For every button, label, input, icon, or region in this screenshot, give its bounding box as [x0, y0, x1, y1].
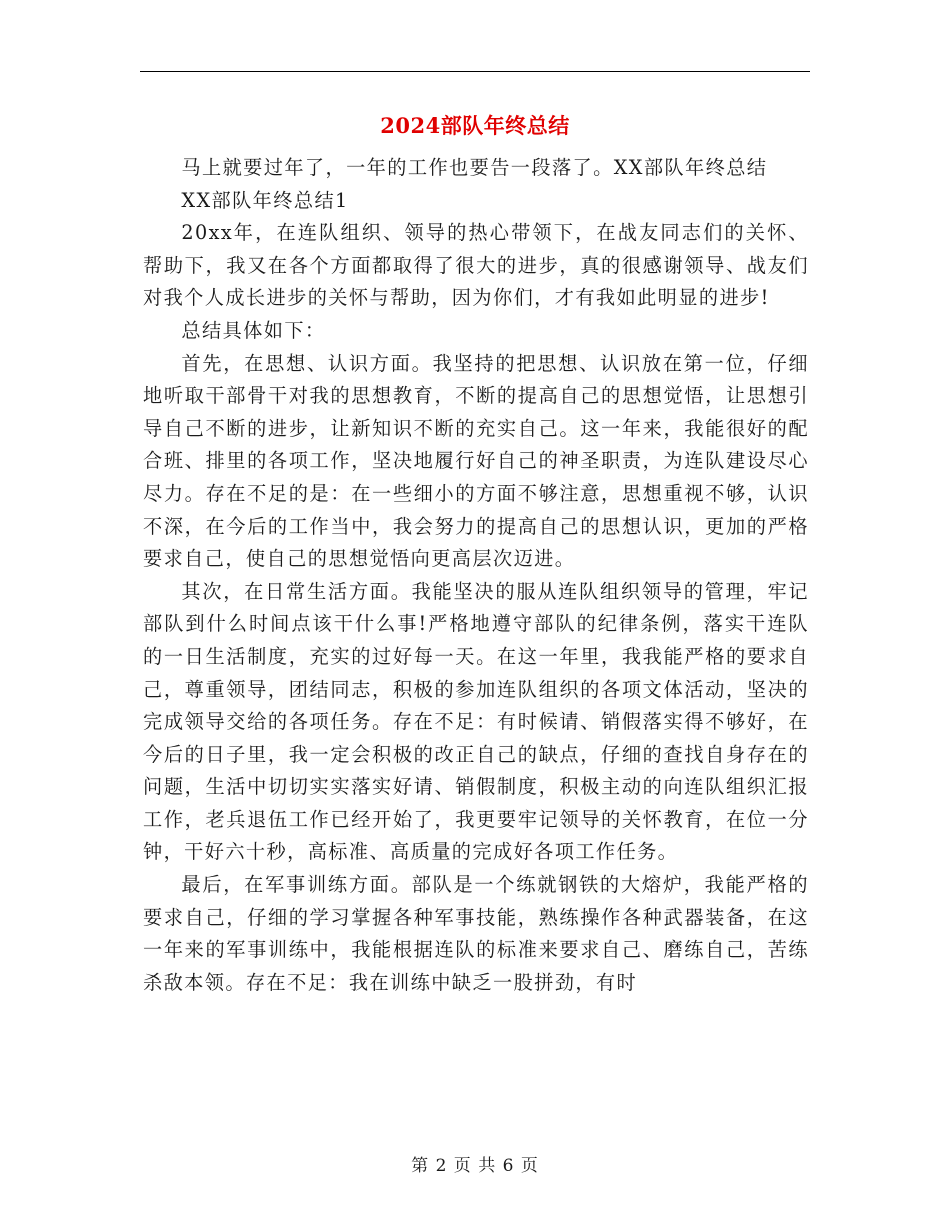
paragraph-thought: 首先，在思想、认识方面。我坚持的把思想、认识放在第一位，仔细地听取干部骨干对我的思想教育，不断的提高自己的思想觉悟，让思想引导自己不断的进步，让新知识不断的充实自己。这一年来，我能很好的配合班、排里的各项工作，坚决地履行好自己的神圣职责，为连队建设尽心尽力。存在不足的是：在一些细小的方面不够注意，思想重视不够，认识不深，在今后的工作当中，我会努力的提高自己的思想认识，更加的严格要求自己，使自己的思想觉悟向更高层次迈进。	[143, 351, 809, 571]
paragraph-subtitle: XX部队年终总结1	[181, 188, 349, 212]
paragraph-summary-lead: 总结具体如下：	[181, 318, 326, 342]
page-number: 第 2 页 共 6 页	[411, 1156, 539, 1176]
paragraph-intro: 马上就要过年了，一年的工作也要告一段落了。XX部队年终总结	[181, 156, 768, 179]
page-footer	[0, 1155, 950, 1177]
paragraph-military-training: 最后，在军事训练方面。部队是一个练就钢铁的大熔炉，我能严格的要求自己，仔细的学习掌握各种军事技能，熟练操作各种武器装备，在这一年来的军事训练中，我能根据连队的标准来要求自己、磨练自己，苦练杀敌本领。存在不足：我在训练中缺乏一股拼劲，有时	[143, 873, 809, 994]
paragraph-daily-life: 其次，在日常生活方面。我能坚决的服从连队组织领导的管理，牢记部队到什么时间点该干什么事!严格地遵守部队的纪律条例，落实干连队的一日生活制度，充实的过好每一天。在这一年里，我我能严格的要求自己，尊重领导，团结同志，积极的参加连队组织的各项文体活动，坚决的完成领导交给的各项任务。存在不足：有时候请、销假落实得不够好，在今后的日子里，我一定会积极的改正自己的缺点，仔细的查找自身存在的问题，生活中切切实实落实好请、销假制度，积极主动的向连队组织汇报工作，老兵退伍工作已经开始了，我更要牢记领导的关怀教育，在位一分钟，干好六十秒，高标准、高质量的完成好各项工作任务。	[143, 579, 809, 864]
header-rule	[140, 71, 810, 72]
document-body	[143, 152, 809, 999]
paragraph-opening: 20xx年，在连队组织、领导的热心带领下，在战友同志们的关怀、帮助下，我又在各个方面都取得了很大的进步，真的很感谢领导、战友们对我个人成长进步的关怀与帮助，因为你们，才有我如此明显的进步!	[143, 221, 809, 310]
document-title: 2024部队年终总结	[380, 113, 570, 138]
